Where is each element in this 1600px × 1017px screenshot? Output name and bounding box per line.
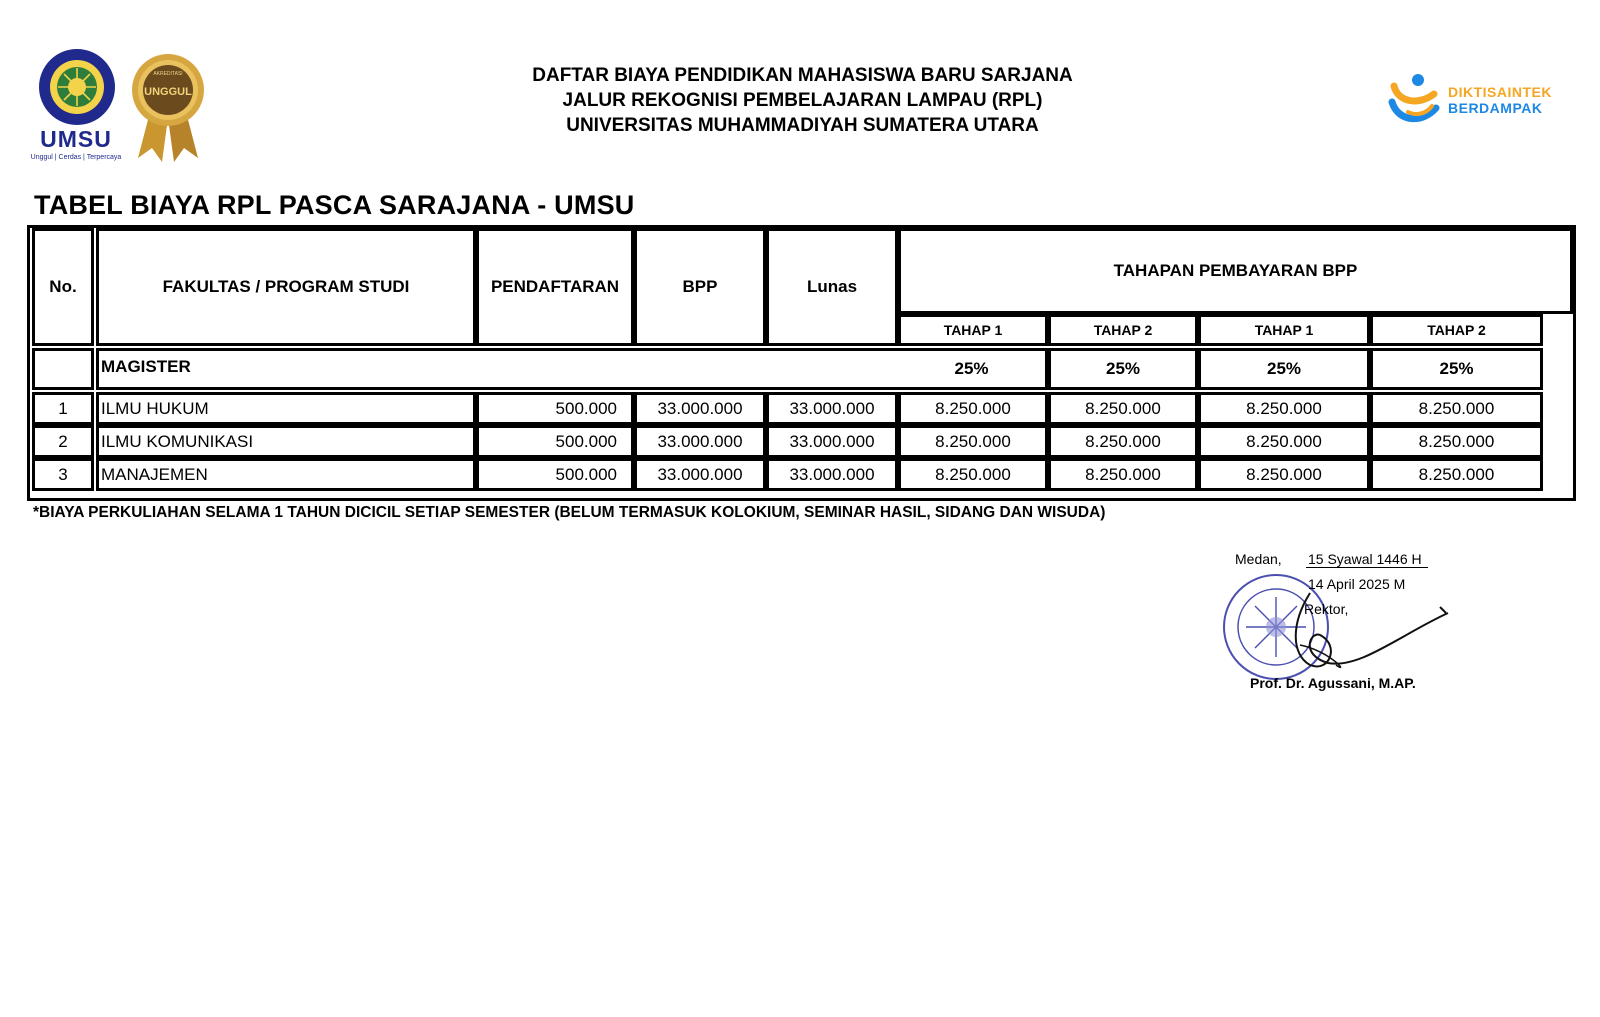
table-cell-t-3: 8.250.000 <box>1370 458 1543 491</box>
header-no: No. <box>32 228 94 346</box>
table-cell-t-1: 8.250.000 <box>1048 425 1198 458</box>
table-cell-t-0: 8.250.000 <box>898 458 1048 491</box>
table-cell-t-2: 8.250.000 <box>1198 392 1370 425</box>
table-cell-t-2: 8.250.000 <box>1198 458 1370 491</box>
umsu-tagline: Unggul | Cerdas | Terpercaya <box>30 154 122 161</box>
table-cell-t-2: 8.250.000 <box>1198 425 1370 458</box>
table-cell-program: ILMU KOMUNIKASI <box>96 425 476 458</box>
group-label: MAGISTER <box>96 348 898 390</box>
badge-top-text: AKREDITASI <box>153 71 183 77</box>
table-cell-t-3: 8.250.000 <box>1370 425 1543 458</box>
group-percent-4: 25% <box>1370 348 1543 390</box>
signature-date-masehi: 14 April 2025 M <box>1308 576 1406 592</box>
header-tahapan: TAHAPAN PEMBAYARAN BPP <box>898 228 1573 314</box>
header-tahap-2a: TAHAP 2 <box>1048 314 1198 346</box>
header-lunas: Lunas <box>766 228 898 346</box>
table-cell-pendaftaran: 500.000 <box>476 392 634 425</box>
table-cell-t-1: 8.250.000 <box>1048 458 1198 491</box>
table-cell-bpp: 33.000.000 <box>634 392 766 425</box>
dikti-line2: BERDAMPAK <box>1448 100 1543 116</box>
table-cell-bpp: 33.000.000 <box>634 425 766 458</box>
handwritten-signature-icon <box>1280 585 1450 675</box>
table-cell-t-0: 8.250.000 <box>898 425 1048 458</box>
heading-line1: DAFTAR BIAYA PENDIDIKAN MAHASISWA BARU SARJANA <box>532 65 1073 86</box>
signature-date-hijri: 15 Syawal 1446 H <box>1306 551 1428 568</box>
diktisaintek-logo <box>1388 72 1558 128</box>
group-no-empty <box>32 348 94 390</box>
dikti-line1: DIKTISAINTEK <box>1448 84 1552 100</box>
umsu-logo <box>30 46 122 164</box>
document-heading <box>440 63 1165 138</box>
table-cell-bpp: 33.000.000 <box>634 458 766 491</box>
table-cell-pendaftaran: 500.000 <box>476 458 634 491</box>
table-cell-no: 1 <box>32 392 94 425</box>
header-tahap-1a: TAHAP 1 <box>898 314 1048 346</box>
umsu-seal-icon <box>38 48 116 126</box>
footnote: *BIAYA PERKULIAHAN SELAMA 1 TAHUN DICICIL SETIAP SEMESTER (BELUM TERMASUK KOLOKIUM, SEMINAR HASIL, SIDANG DAN WISUDA) <box>33 504 1106 521</box>
group-percent-3: 25% <box>1198 348 1370 390</box>
heading-line3: UNIVERSITAS MUHAMMADIYAH SUMATERA UTARA <box>566 115 1039 136</box>
table-cell-t-3: 8.250.000 <box>1370 392 1543 425</box>
table-cell-t-0: 8.250.000 <box>898 392 1048 425</box>
signature-place: Medan, <box>1235 551 1282 567</box>
group-percent-1: 25% <box>898 348 1048 390</box>
signature-block <box>1190 545 1450 695</box>
header-tahap-1b: TAHAP 1 <box>1198 314 1370 346</box>
badge-text: UNGGUL <box>144 86 192 98</box>
header-pendaftaran: PENDAFTARAN <box>476 228 634 346</box>
table-title: TABEL BIAYA RPL PASCA SARAJANA - UMSU <box>34 190 635 220</box>
heading-line2: JALUR REKOGNISI PEMBELAJARAN LAMPAU (RPL) <box>562 90 1043 111</box>
table-cell-lunas: 33.000.000 <box>766 458 898 491</box>
table-cell-program: MANAJEMEN <box>96 458 476 491</box>
group-percent-2: 25% <box>1048 348 1198 390</box>
diktisaintek-mark-icon <box>1388 72 1440 126</box>
fee-table <box>27 225 1576 501</box>
table-cell-program: ILMU HUKUM <box>96 392 476 425</box>
diktisaintek-wordmark <box>1448 84 1552 116</box>
table-cell-t-1: 8.250.000 <box>1048 392 1198 425</box>
header-bpp: BPP <box>634 228 766 346</box>
table-cell-lunas: 33.000.000 <box>766 392 898 425</box>
header-tahap-2b: TAHAP 2 <box>1370 314 1543 346</box>
signature-name: Prof. Dr. Agussani, M.AP. <box>1250 675 1416 691</box>
table-cell-no: 3 <box>32 458 94 491</box>
table-cell-lunas: 33.000.000 <box>766 425 898 458</box>
table-cell-pendaftaran: 500.000 <box>476 425 634 458</box>
accreditation-badge-icon <box>128 50 208 162</box>
signature-role: Rektor, <box>1304 601 1349 617</box>
table-cell-no: 2 <box>32 425 94 458</box>
header-program: FAKULTAS / PROGRAM STUDI <box>96 228 476 346</box>
umsu-wordmark: UMSU <box>40 126 112 152</box>
